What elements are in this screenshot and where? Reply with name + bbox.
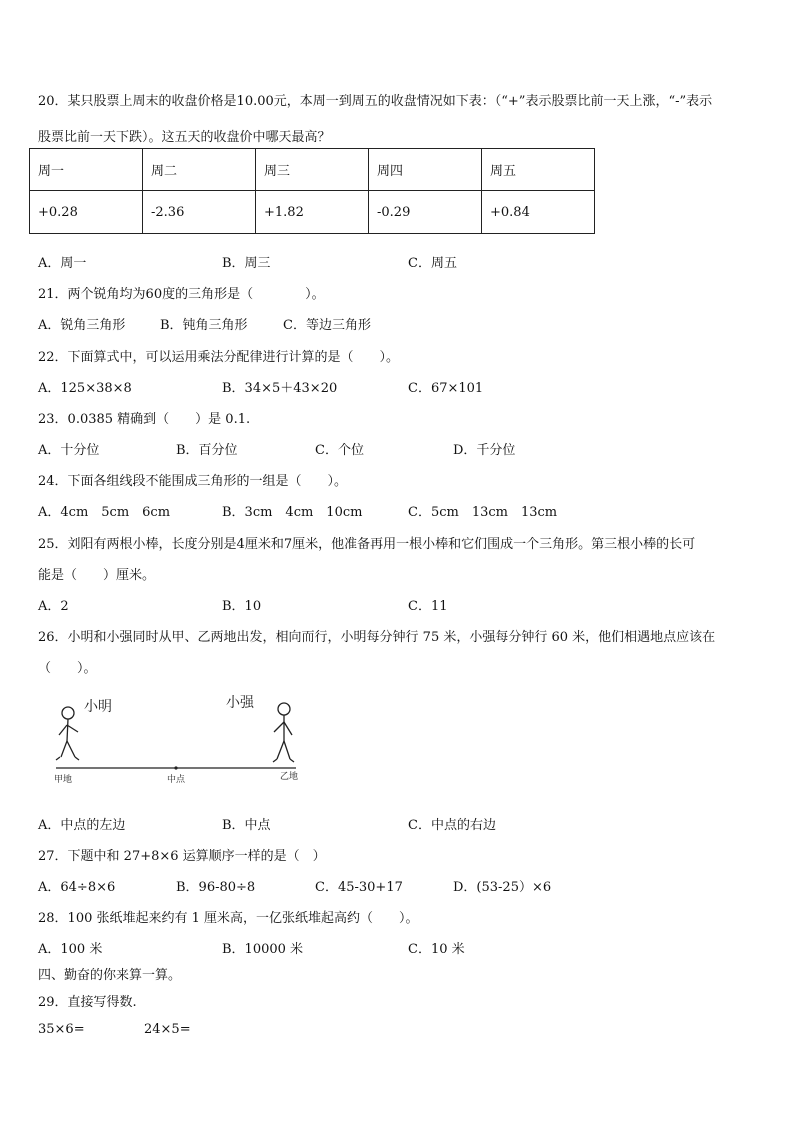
q21-option-c[interactable]: C．等边三角形 [283, 318, 371, 333]
q20-stem-line1: 20．某只股票上周末的收盘价格是10.00元，本周一到周五的收盘情况如下表：（“+”表示股票比前一天上涨，“-”表示 [38, 94, 713, 109]
table-cell: +0.84 [482, 191, 595, 234]
q25-option-c[interactable]: C．11 [408, 599, 448, 614]
q20-option-c[interactable]: C．周五 [408, 256, 457, 271]
table-cell: -2.36 [143, 191, 256, 234]
table-header-row [30, 149, 595, 191]
q21-stem: 21．两个锐角均为60度的三角形是（ ）。 [38, 287, 325, 302]
q23-option-a[interactable]: A．十分位 [38, 443, 100, 458]
q23-option-b[interactable]: B．百分位 [176, 443, 238, 458]
q26-option-c[interactable]: C．中点的右边 [408, 818, 496, 833]
q24-option-a[interactable]: A．4cm 5cm 6cm [38, 505, 171, 520]
table-cell: +0.28 [30, 191, 143, 234]
q29-stem: 29．直接写得数. [38, 995, 137, 1010]
q26-option-b[interactable]: B．中点 [222, 818, 271, 833]
q23-option-d[interactable]: D．千分位 [453, 443, 516, 458]
q27-option-c[interactable]: C．45-30+17 [315, 880, 403, 895]
q24-stem: 24．下面各组线段不能围成三角形的一组是（ ）。 [38, 474, 348, 489]
q26-stem-line1: 26．小明和小强同时从甲、乙两地出发，相向而行，小明每分钟行 75 米，小强每分钟行 60 米，他们相遇地点应该在 [38, 630, 716, 645]
section-4-title: 四、勤奋的你来算一算。 [38, 968, 182, 983]
q20-option-b[interactable]: B．周三 [222, 256, 271, 271]
q26-stem-line2: （ ）。 [38, 661, 97, 676]
q21-option-b[interactable]: B．钝角三角形 [160, 318, 248, 333]
xiaoming-figure [56, 707, 79, 760]
q28-option-c[interactable]: C．10 米 [408, 942, 465, 957]
table-row [30, 191, 595, 234]
meeting-illustration-svg [48, 695, 308, 787]
table-header-cell: 周二 [143, 149, 256, 191]
q20-stem-line2: 股票比前一天下跌）。这五天的收盘价中哪天最高？ [38, 130, 331, 145]
q29-item[interactable]: 24×5= [144, 1022, 191, 1037]
q28-stem: 28．100 张纸堆起来约有 1 厘米高，一亿张纸堆起高约（ ）。 [38, 911, 419, 926]
q27-option-d[interactable]: D．(53-25）×6 [453, 880, 552, 895]
figure-label-xiaoqiang: 小强 [226, 695, 254, 711]
q22-stem: 22．下面算式中，可以运用乘法分配律进行计算的是（ ）。 [38, 350, 400, 365]
stock-table [29, 148, 595, 234]
q22-option-c[interactable]: C．67×101 [408, 381, 484, 396]
q25-option-a[interactable]: A．2 [38, 599, 69, 614]
table-header-cell: 周五 [482, 149, 595, 191]
figure-label-midpoint: 中点 [167, 775, 186, 785]
q20-option-a[interactable]: A．周一 [38, 256, 87, 271]
q22-option-a[interactable]: A．125×38×8 [38, 381, 132, 396]
q27-stem: 27．下题中和 27+8×6 运算顺序一样的是（ ） [38, 849, 326, 864]
table-header-cell: 周四 [369, 149, 482, 191]
midpoint-dot [174, 766, 177, 769]
q24-option-c[interactable]: C．5cm 13cm 13cm [408, 505, 558, 520]
q21-option-a[interactable]: A．锐角三角形 [38, 318, 126, 333]
table-header-cell: 周一 [30, 149, 143, 191]
q22-option-b[interactable]: B．34×5＋43×20 [222, 381, 338, 396]
q25-stem-line2: 能是（ ）厘米。 [38, 568, 156, 583]
q27-option-a[interactable]: A．64÷8×6 [38, 880, 116, 895]
q25-stem-line1: 25．刘阳有两根小棒，长度分别是4厘米和7厘米，他准备再用一根小棒和它们围成一个三角形。第三根小棒的长可 [38, 537, 696, 552]
table-cell: -0.29 [369, 191, 482, 234]
figure-label-xiaoming: 小明 [84, 699, 112, 715]
q23-option-c[interactable]: C．个位 [315, 443, 364, 458]
q26-option-a[interactable]: A．中点的左边 [38, 818, 126, 833]
xiaoqiang-figure [273, 703, 294, 762]
figure-label-yi: 乙地 [280, 772, 299, 782]
q23-stem: 23．0.0385 精确到（ ）是 0.1. [38, 412, 251, 427]
q24-option-b[interactable]: B．3cm 4cm 10cm [222, 505, 363, 520]
q29-item[interactable]: 35×6= [38, 1022, 85, 1037]
table-cell: +1.82 [256, 191, 369, 234]
figure-label-jia: 甲地 [54, 775, 73, 785]
q28-option-b[interactable]: B．10000 米 [222, 942, 304, 957]
q28-option-a[interactable]: A．100 米 [38, 942, 103, 957]
meeting-illustration [48, 695, 308, 787]
q25-option-b[interactable]: B．10 [222, 599, 262, 614]
q27-option-b[interactable]: B．96-80÷8 [176, 880, 256, 895]
table-header-cell: 周三 [256, 149, 369, 191]
